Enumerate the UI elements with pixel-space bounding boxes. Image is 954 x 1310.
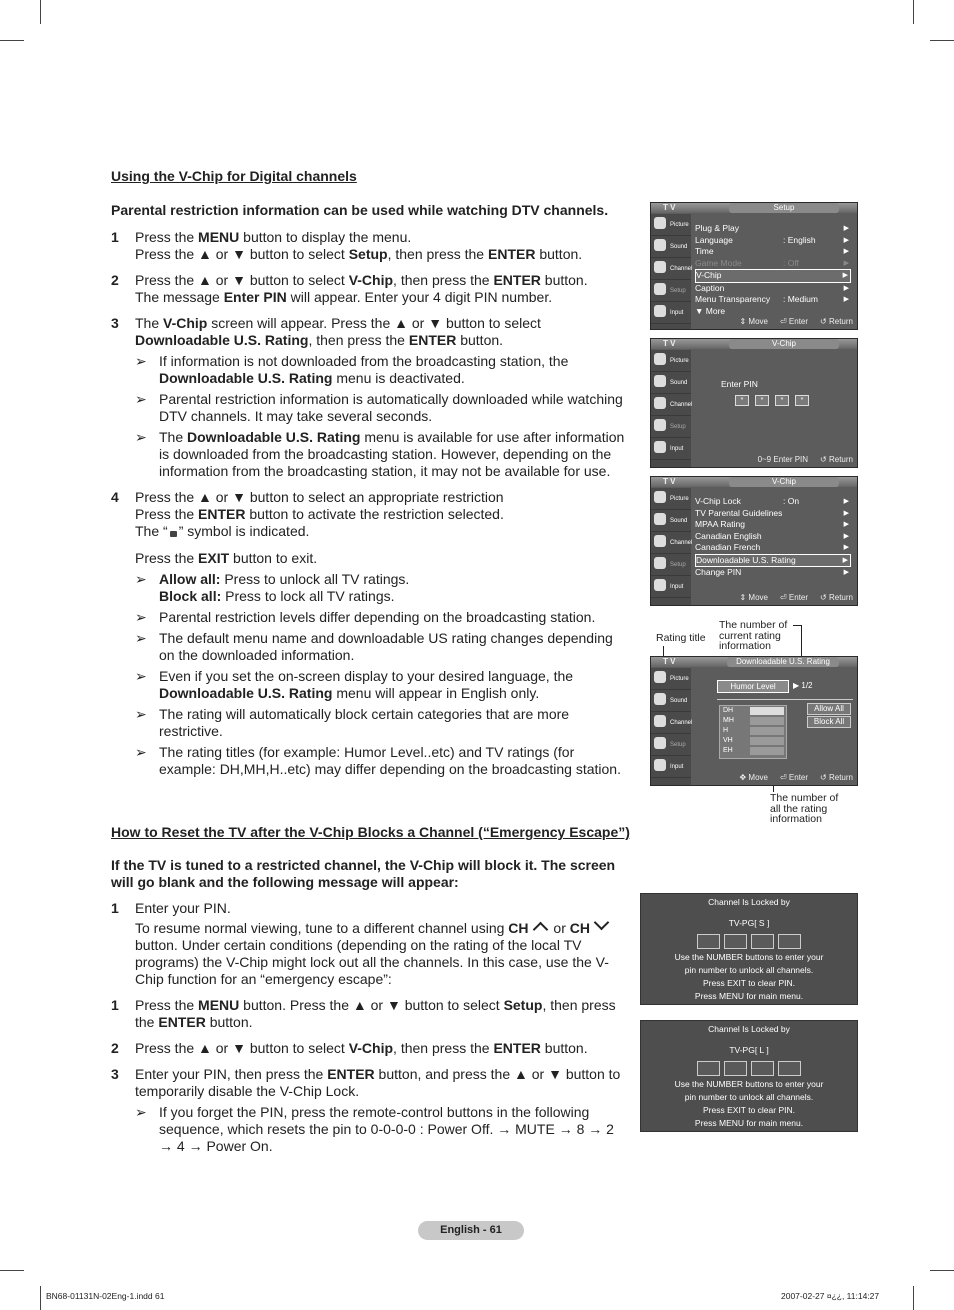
escape-step-r2: 2 Press the ▲ or ▼ button to select V-Chip, then press the ENTER button. <box>111 1040 588 1056</box>
note: ➢ The rating titles (for example: Humor Level..etc) and TV ratings (for example: DH,MH,H..etc) may differ depending on the broadcasting station. <box>135 744 621 777</box>
menu-item[interactable]: V-Chip Lock : On ▶ <box>695 496 849 506</box>
step-2: 2 Press the ▲ or ▼ button to select V-Chip, then press the ENTER button. The message Enter PIN will appear. Enter your 4 digit PIN number. <box>111 272 588 305</box>
menu-item[interactable]: Caption ▶ <box>695 282 849 293</box>
menu-footer: ⇕ Move ⏎ Enter ↺ Return <box>739 317 853 326</box>
rating-row[interactable]: EH <box>720 746 786 756</box>
pin-boxes[interactable] <box>641 1061 857 1076</box>
sound-icon <box>654 693 666 705</box>
menu-item[interactable]: Time ▶ <box>695 246 849 256</box>
menu-footer: ✥ Move ⏎ Enter ↺ Return <box>739 773 853 782</box>
menu-item: Game Mode : Off ▶ <box>695 257 849 268</box>
chevron-down-icon <box>594 915 610 931</box>
menu-footer: 0~9 Enter PIN ↺ Return <box>757 455 853 464</box>
section1-title: Using the V-Chip for Digital channels <box>111 168 357 184</box>
menu-item[interactable]: Language : English ▶ <box>695 234 849 245</box>
sound-icon <box>654 513 666 525</box>
menu-footer: ⇕ Move ⏎ Enter ↺ Return <box>739 593 853 602</box>
menu-title: Setup <box>729 203 839 213</box>
menu-item-selected[interactable]: Downloadable U.S. Rating ▶ <box>695 554 851 568</box>
menu-item[interactable]: Canadian English ▶ <box>695 530 849 541</box>
footer-left: BN68-01131N-02Eng-1.indd 61 <box>46 1291 165 1301</box>
picture-icon <box>654 353 666 365</box>
rating-menu-screen: T V Downloadable U.S. Rating Picture Sound Channel Setup Input Humor Level ▶ 1/2 DH MH H VH EH Allow All Block All ✥ Move ⏎ Enter ↺ Return <box>650 656 858 786</box>
arrow-icon: ➢ <box>135 609 147 625</box>
pin-menu-screen: T V V-Chip Picture Sound Channel Setup Input Enter PIN * * * * 0~9 Enter PIN ↺ Return <box>650 338 858 468</box>
note: ➢ If you forget the PIN, press the remote-control buttons in the following sequence, which resets the pin to 0-0-0-0 : Power Off. → MUTE → 8 → 2 → 4 → Power On. <box>135 1104 614 1154</box>
sound-icon <box>654 239 666 251</box>
menu-sidebar <box>651 214 691 329</box>
callout-all-number: The number of all the rating information <box>770 792 839 825</box>
input-icon <box>654 759 666 771</box>
arrow-icon: ➢ <box>135 706 147 722</box>
channel-locked-screen-2: Channel Is Locked by TV-PG[ L ] Use the NUMBER buttons to enter your pin number to unlock all channels. Press EXIT to clear PIN. Press MENU for main menu. <box>640 1020 858 1132</box>
sidebar-item-picture[interactable]: Picture <box>651 214 691 236</box>
rating-count: ▶ 1/2 <box>793 681 813 690</box>
rating-title-selector[interactable]: Humor Level <box>717 680 789 693</box>
channel-icon <box>654 397 666 409</box>
sidebar-item-channel[interactable]: Channel <box>651 258 691 280</box>
sidebar-item-setup[interactable]: Setup <box>651 280 691 302</box>
setup-menu-screen: T V Setup Picture Sound Channel Setup Input Plug & Play ▶ Language : English ▶ Time ▶ Game Mode : Off ▶ V-Chip ▶ Caption ▶ Menu Transparency : Medium ▶ ▼ More ⇕ Move ⏎ Enter ↺ Return <box>650 202 858 330</box>
sound-icon <box>654 375 666 387</box>
note: ➢ The default menu name and downloadable US rating changes depending on the downloaded information. <box>135 630 613 663</box>
menu-item[interactable]: Plug & Play ▶ <box>695 223 849 233</box>
menu-item-more[interactable]: ▼ More <box>695 305 726 316</box>
callout-rating-title: Rating title <box>656 632 706 644</box>
rating-row[interactable]: DH <box>720 706 786 716</box>
note: ➢ The rating will automatically block certain categories that are more restrictive. <box>135 706 570 739</box>
menu-item[interactable]: TV Parental Guidelines ▶ <box>695 507 849 518</box>
setup-icon <box>654 419 666 431</box>
sidebar-item-input[interactable]: Input <box>651 302 691 324</box>
rating-list <box>719 705 787 759</box>
step-3: 3 The V-Chip screen will appear. Press the ▲ or ▼ button to select Downloadable U.S. Rating, then press the ENTER button. ➢ If information is not downloaded from the broadcasting station, the Downloadable U.S. Rating menu is deactivated. ➢ Parental restriction information is automatically downloaded while watching DTV channels. It may take several seconds. ➢ The Downloadable U.S. Rating menu is available for use after information is downloaded from the broadcasting station. However, depending on the information from the broadcasting station, it may not be available for use. <box>111 315 631 480</box>
footer-right: 2007-02-27 ¤¿¿, 11:14:27 <box>781 1291 880 1301</box>
arrow-icon: ➢ <box>135 630 147 646</box>
arrow-icon: ➢ <box>135 1104 147 1120</box>
block-all-button[interactable]: Block All <box>807 716 851 728</box>
note: ➢ Parental restriction levels differ depending on the broadcasting station. <box>135 609 596 625</box>
channel-locked-screen-1: Channel Is Locked by TV-PG[ S ] Use the NUMBER buttons to enter your pin number to unlock all channels. Press EXIT to clear PIN. Press MENU for main menu. <box>640 893 858 1005</box>
section1-intro: Parental restriction information can be used while watching DTV channels. <box>111 202 609 218</box>
channel-icon <box>654 715 666 727</box>
setup-icon <box>654 283 666 295</box>
chevron-up-icon <box>532 922 548 938</box>
vchip-menu-screen: T V V-Chip Picture Sound Channel Setup Input V-Chip Lock : On ▶ TV Parental Guidelines ▶ MPAA Rating ▶ Canadian English ▶ Canadian French ▶ Downloadable U.S. Rating ▶ Change PIN ▶ ⇕ Move ⏎ Enter ↺ Return <box>650 476 858 606</box>
input-icon <box>654 305 666 317</box>
setup-icon <box>654 557 666 569</box>
sidebar-item-sound[interactable]: Sound <box>651 236 691 258</box>
rating-row[interactable]: VH <box>720 736 786 746</box>
arrow-icon: ➢ <box>135 391 147 407</box>
input-icon <box>654 579 666 591</box>
step-4: 4 Press the ▲ or ▼ button to select an appropriate restriction Press the ENTER button to activate the restriction selected. The “ ” symbol is indicated. Press the EXIT button to exit. ➢ Allow all: Press to unlock all TV ratings. Block all: Press to lock all TV ratings. ➢ Parental restriction levels differ depending on the broadcasting station. ➢ The default menu name and downloadable US rating changes depending on the downloaded information. ➢ Even if you set the on-screen display to your desired language, the Downloadable U.S. Rating menu will appear in English only. ➢ The rating will automatically block certain categories that are more restrictive. ➢ The rating titles (for example: Humor Level..etc) and TV ratings (for example: DH,MH,H..etc) may differ depending on the broadcasting station. <box>111 489 631 778</box>
setup-icon <box>654 737 666 749</box>
input-icon <box>654 441 666 453</box>
arrow-icon: ➢ <box>135 429 147 445</box>
menu-item[interactable]: Change PIN ▶ <box>695 567 849 577</box>
menu-item[interactable]: Canadian French ▶ <box>695 542 849 552</box>
picture-icon <box>654 217 666 229</box>
picture-icon <box>654 491 666 503</box>
arrow-icon: ➢ <box>135 571 147 587</box>
pin-input[interactable]: * * * * <box>735 394 815 406</box>
main-column <box>111 168 631 1164</box>
note: ➢ Even if you set the on-screen display to your desired language, the Downloadable U.S. Rating menu will appear in English only. <box>135 668 574 701</box>
rating-row[interactable]: MH <box>720 716 786 726</box>
callout-current-number: The number of current rating information <box>719 619 788 652</box>
menu-item[interactable]: MPAA Rating ▶ <box>695 519 849 529</box>
menu-item-selected[interactable]: V-Chip ▶ <box>695 269 851 283</box>
channel-icon <box>654 535 666 547</box>
lock-icon <box>170 531 177 537</box>
allow-all-button[interactable]: Allow All <box>807 703 851 715</box>
rating-row[interactable]: H <box>720 726 786 736</box>
channel-icon <box>654 261 666 273</box>
picture-icon <box>654 671 666 683</box>
escape-step-r1: 1 Press the MENU button. Press the ▲ or ▼ button to select Setup, then press the ENTER button. <box>111 997 616 1030</box>
section2-title: How to Reset the TV after the V-Chip Blocks a Channel (“Emergency Escape”) <box>111 824 630 840</box>
pin-prompt: Enter PIN <box>721 379 758 389</box>
arrow-icon: ➢ <box>135 353 147 369</box>
note: ➢ If information is not downloaded from the broadcasting station, the Downloadable U.S. Rating menu is deactivated. <box>135 353 569 386</box>
escape-step-r3: 3 Enter your PIN, then press the ENTER button, and press the ▲ or ▼ button to temporarily disable the V-Chip Lock. ➢ If you forget the PIN, press the remote-control buttons in the following sequence, which resets the pin to 0-0-0-0 : Power Off. → MUTE → 8 → 2 → 4 → Power On. <box>111 1066 631 1155</box>
menu-item[interactable]: Menu Transparency : Medium ▶ <box>695 294 849 304</box>
section2-intro: If the TV is tuned to a restricted channel, the V-Chip will block it. The screen will go blank and the following message will appear: <box>111 857 616 890</box>
pin-boxes[interactable] <box>641 934 857 949</box>
arrow-icon: ➢ <box>135 668 147 684</box>
note: ➢ The Downloadable U.S. Rating menu is available for use after information is downloaded from the broadcasting station. However, depending on the information from the broadcasting station, it may not be available for use. <box>135 429 625 479</box>
step-1: 1 Press the MENU button to display the menu. Press the ▲ or ▼ button to select Setup, then press the ENTER button. <box>111 229 583 262</box>
arrow-icon: ➢ <box>135 744 147 760</box>
page-number: English - 61 <box>418 1221 524 1240</box>
escape-step-1: 1 Enter your PIN. To resume normal viewing, tune to a different channel using CH or CH button. Under certain conditions (depending on the rating of the local TV programs) the V-Chip might lock out all the channels. In this case, use the V-Chip function for an “emergency escape”: <box>111 900 609 987</box>
note: ➢ Parental restriction information is automatically downloaded while watching DTV channels. It may take several seconds. <box>135 391 623 424</box>
note: ➢ Allow all: Press to unlock all TV ratings. Block all: Press to lock all TV ratings. <box>135 571 410 604</box>
